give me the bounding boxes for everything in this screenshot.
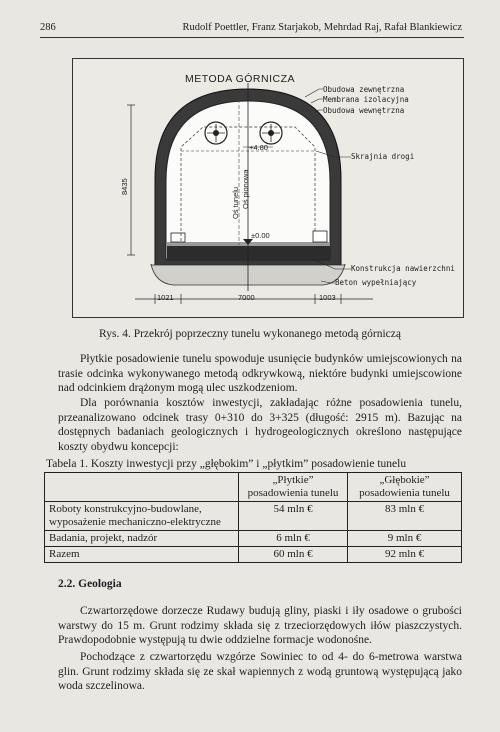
table-cell: 9 mln €	[348, 531, 462, 547]
label-dim-right: 1003	[319, 293, 336, 302]
table-cell: 54 mln €	[239, 502, 348, 531]
label-vertical-axis: Oś pionowa	[241, 169, 250, 209]
table-cell: Roboty konstrukcyjno-budowlane, wyposażenie mechaniczno-elektryczne	[45, 502, 239, 531]
label-fill-concrete: Beton wypełniający	[335, 278, 417, 287]
figure-caption: Rys. 4. Przekrój poprzeczny tunelu wykonanego metodą górniczą	[99, 328, 401, 340]
paragraph-2: Dla porównania kosztów inwestycji, zakładając różne posadowienia tunelu, przeanalizowano odcinek trasy 0+310 do 3+325 (długość: 2915 m). Bazując na dostępnych badaniach geologicznych i hydrogeologicznych określono następujące koszty obydwu koncepcji:	[58, 397, 462, 453]
table-cell: Badania, projekt, nadzór	[45, 531, 239, 547]
table-cell: 6 mln €	[239, 531, 348, 547]
leader-membrane	[311, 99, 323, 103]
table-row	[45, 547, 462, 563]
table-header-cell: „Głębokie” posadowienia tunelu	[348, 473, 462, 502]
table-cell: 83 mln €	[348, 502, 462, 531]
header-rule	[40, 37, 464, 38]
fan-right	[260, 122, 282, 144]
table-caption: Tabela 1. Koszty inwestycji przy „głębokim” i „płytkim” posadowienie tunelu	[46, 458, 407, 470]
table-header-cell	[45, 473, 239, 502]
fan-left	[205, 122, 227, 144]
paragraph-1: Płytkie posadowienie tunelu spowoduje usunięcie budynków umiejscowionych na trasie odcinka wykonywanego metodą odkrywkową, niektóre budynki umiejscowione nad odcinkiem drążonym mogą ulec uszkodzeniom.	[58, 353, 462, 395]
section-heading: 2.2. Geologia	[58, 578, 122, 590]
table-row	[45, 502, 462, 531]
costs-table	[44, 472, 462, 563]
label-inner-lining: Obudowa wewnętrzna	[323, 106, 405, 115]
label-elevation-top: +4.80	[249, 143, 268, 152]
road-structure	[167, 245, 330, 261]
label-membrane: Membrana izolacyjna	[323, 95, 409, 104]
label-road-structure: Konstrukcja nawierzchni	[351, 264, 455, 273]
tunnel-cross-section-figure	[72, 58, 464, 318]
label-outer-lining: Obudowa zewnętrzna	[323, 85, 405, 94]
label-elevation-zero: ±0.00	[251, 231, 270, 240]
table-cell: Razem	[45, 547, 239, 563]
table-cell: 60 mln €	[239, 547, 348, 563]
page-number: 286	[40, 22, 56, 33]
label-height: 8435	[120, 178, 129, 195]
figure-title: METODA GÓRNICZA	[185, 73, 295, 85]
running-header-authors: Rudolf Poettler, Franz Starjakob, Mehrdad Raj, Rafał Blankiewicz	[182, 22, 462, 33]
table-cell: 92 mln €	[348, 547, 462, 563]
leader-outer-lining	[305, 89, 323, 97]
section-paragraph-1: Czwartorzędowe dorzecze Rudawy budują gliny, piaski i iły osadowe o grubości warstwy do 15 m. Grunt rodzimy składa się z trzeciorzędowych iłów piaszczystych. Prawdopodobnie występują tu dwie oddzielne formacje wodonośne.	[58, 605, 462, 647]
sidewalk-right	[313, 231, 327, 242]
label-dim-left: 1021	[157, 293, 174, 302]
table-row	[45, 531, 462, 547]
section-paragraph-2: Pochodzące z czwartorzędu wzgórze Sowiniec to od 4- do 6-metrowa warstwa glin. Grunt rodzimy składa się ze skał wapiennych z wodą gruntową występującą jako woda szczelinowa.	[58, 651, 462, 693]
table-header-cell: „Płytkie” posadowienia tunelu	[239, 473, 348, 502]
label-clearance: Skrajnia drogi	[351, 152, 415, 161]
label-dim-center: 7000	[238, 293, 255, 302]
label-tunnel-axis: Oś tunelu	[231, 186, 240, 219]
table-header-row	[45, 473, 462, 502]
